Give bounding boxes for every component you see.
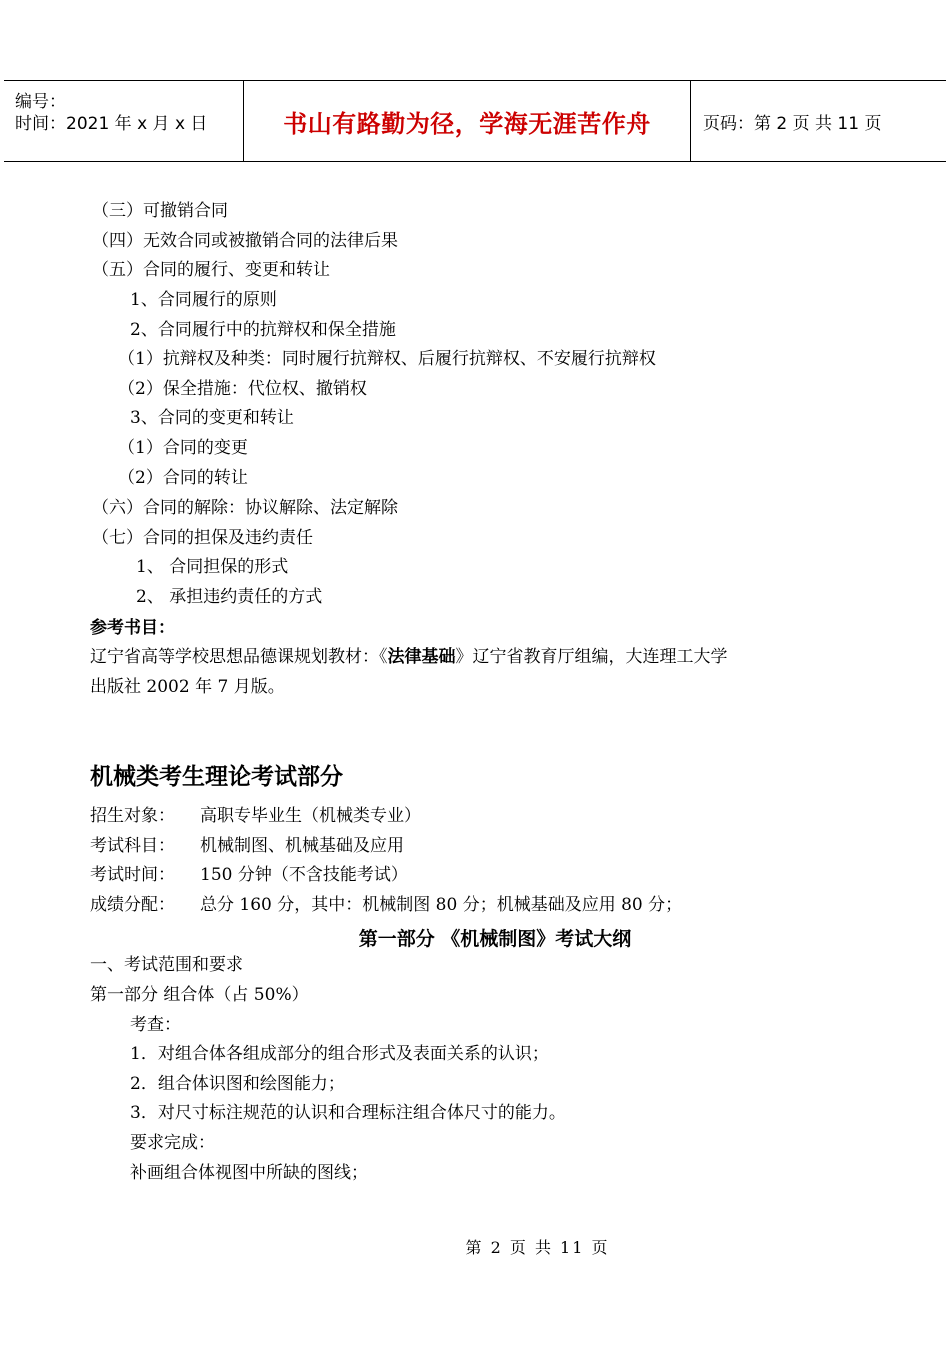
outline-item: （六）合同的解除：协议解除、法定解除 — [92, 498, 398, 518]
body-line: 第一部分 组合体（占 50%） — [90, 985, 309, 1005]
body-line: 要求完成： — [130, 1133, 215, 1153]
info-value: 总分 160 分，其中：机械制图 80 分；机械基础及应用 80 分； — [200, 895, 683, 915]
reference-line-1 — [90, 646, 728, 668]
header-page-info: 页码：第 2 页 共 11 页 — [703, 113, 882, 134]
part-title: 第一部分 《机械制图》考试大纲 — [358, 928, 632, 950]
section-title: 机械类考生理论考试部分 — [90, 764, 343, 790]
outline-item: （四）无效合同或被撤销合同的法律后果 — [92, 231, 398, 251]
info-value: 150 分钟（不含技能考试） — [200, 865, 408, 885]
outline-item: （2）合同的转让 — [118, 468, 248, 488]
outline-item: （2）保全措施：代位权、撤销权 — [118, 379, 367, 399]
outline-item: （三）可撤销合同 — [92, 201, 228, 221]
outline-item: （五）合同的履行、变更和转让 — [92, 260, 330, 280]
outline-item: （1）合同的变更 — [118, 438, 248, 458]
info-label: 考试时间： — [90, 865, 175, 885]
info-row — [90, 805, 421, 827]
outline-item: （1）抗辩权及种类：同时履行抗辩权、后履行抗辩权、不安履行抗辩权 — [118, 349, 656, 369]
info-label: 考试科目： — [90, 836, 175, 856]
header-motto-cell — [244, 81, 691, 161]
info-label: 招生对象： — [90, 806, 175, 826]
outline-item: 1、合同履行的原则 — [130, 290, 277, 310]
outline-item: 2、合同履行中的抗辩权和保全措施 — [130, 320, 396, 340]
body-line: 2．组合体识图和绘图能力； — [130, 1074, 345, 1094]
info-row — [90, 864, 408, 886]
info-label: 成绩分配： — [90, 895, 175, 915]
reference-book-title: 法律基础 — [387, 647, 456, 667]
body-line: 3．对尺寸标注规范的认识和合理标注组合体尺寸的能力。 — [130, 1103, 566, 1123]
outline-item: （七）合同的担保及违约责任 — [92, 528, 313, 548]
info-row — [90, 894, 682, 916]
page-header — [4, 80, 946, 162]
body-line: 补画组合体视图中所缺的图线； — [130, 1163, 368, 1183]
body-line: 1．对组合体各组成部分的组合形式及表面关系的认识； — [130, 1044, 549, 1064]
page-footer: 第 2 页 共 11 页 — [465, 1238, 610, 1257]
body-line: 一、考试范围和要求 — [90, 955, 243, 975]
header-meta — [4, 81, 244, 161]
info-value: 机械制图、机械基础及应用 — [200, 836, 404, 856]
reference-label: 参考书目： — [90, 618, 175, 638]
serial-number-label: 编号： — [15, 92, 66, 112]
header-time: 时间：2021 年 x 月 x 日 — [15, 114, 208, 134]
info-row — [90, 835, 404, 857]
body-line: 考查： — [130, 1015, 181, 1035]
reference-line-2: 出版社 2002 年 7 月版。 — [90, 677, 285, 697]
header-motto: 书山有路勤为径，学海无涯苦作舟 — [283, 109, 651, 138]
reference-prefix: 辽宁省高等学校思想品德课规划教材：《 — [90, 647, 388, 667]
reference-suffix: 》辽宁省教育厅组编，大连理工大学 — [455, 647, 728, 667]
outline-item: 1、 合同担保的形式 — [136, 557, 289, 577]
info-value: 高职专毕业生（机械类专业） — [200, 806, 421, 826]
outline-item: 3、合同的变更和转让 — [130, 408, 294, 428]
outline-item: 2、 承担违约责任的方式 — [136, 587, 323, 607]
header-page-cell — [691, 81, 946, 161]
